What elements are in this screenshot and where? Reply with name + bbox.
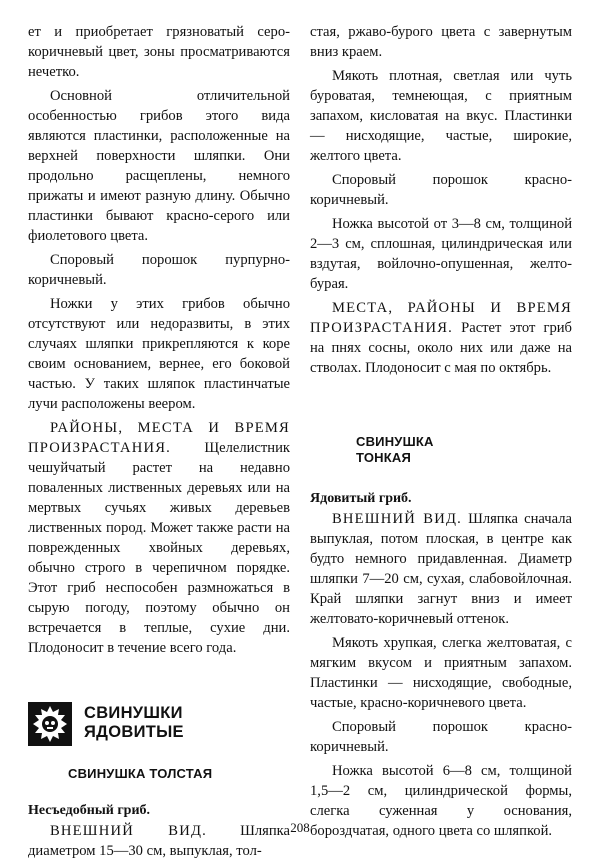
species-title-line: ТОНКАЯ bbox=[356, 450, 411, 465]
poison-skull-icon bbox=[28, 702, 72, 746]
appearance-text: Шляпка диаметром 15—30 см, выпуклая, тол- bbox=[28, 823, 290, 859]
group-title-line: СВИНУШКИ bbox=[84, 704, 183, 722]
paragraph: Основной отличительной особенностью грибов этого вида являются пластинки, расположенные на верхней поверхности шляпки. Они продольно расщеплены, немного прижаты и имеют разную длину. Обычно пластинки бывают красно-серого или фиолетового цвета. bbox=[28, 88, 290, 244]
paragraph: Споровый порошок красно-коричневый. bbox=[310, 172, 572, 208]
habitat-paragraph bbox=[28, 418, 290, 658]
paragraph: Споровый порошок красно-коричневый. bbox=[310, 719, 572, 755]
paragraph: стая, ржаво-бурого цвета с завернутым вниз краем. bbox=[310, 24, 572, 60]
species-title-line: СВИНУШКА bbox=[356, 434, 434, 449]
edibility-status: Ядовитый гриб. bbox=[310, 491, 412, 506]
habitat-text: Растет этот гриб на пнях сосны, около них или даже на стволах. Плодоносит с мая по октябрь. bbox=[310, 320, 572, 376]
edibility-status: Несъедобный гриб. bbox=[28, 803, 151, 818]
page-number: 208 bbox=[290, 820, 310, 835]
right-column bbox=[310, 22, 572, 845]
appearance-text: Шляпка сначала выпуклая, потом плоская, в центре как будто немного придавленная. Диаметр шляпки 7—20 см, сухая, слабовойлочная. Край шляпки загнут вниз и имеет желтовато-коричневый оттенок. bbox=[310, 511, 572, 627]
appearance-heading: ВНЕШНИЙ ВИД. bbox=[50, 823, 207, 839]
group-heading bbox=[28, 702, 290, 758]
left-column bbox=[28, 22, 290, 865]
appearance-paragraph bbox=[310, 509, 572, 629]
habitat-text: Щелелистник чешуйчатый растет на недавно поваленных лиственных деревьях или на мертвых сучьях живых деревьев лиственных пород. Может также расти на поврежденных хвойных деревьях, обычно строго в черепичном порядке. Этот гриб неспособен размножаться в сырую погоду, поэтому обычно он встречается в теплые, сухие дни. Плодоносит в течение всего года. bbox=[28, 440, 290, 656]
paragraph: Ножка высотой 6—8 см, толщиной 1,5—2 см, цилиндрической формы, слегка суженная у основания, бороздчатая, одного цвета со шляпкой. bbox=[310, 763, 572, 839]
species-title bbox=[356, 434, 572, 466]
paragraph: Мякоть хрупкая, слегка желтоватая, с мягким вкусом и приятным запахом. Пластинки — нисходящие, свободные, частые, красно-коричневого цвета. bbox=[310, 635, 572, 711]
habitat-paragraph bbox=[310, 298, 572, 378]
paragraph: Ножка высотой от 3—8 см, толщиной 2—3 см, сплошная, цилиндрическая или вздутая, войлочно-опушенная, желто-бурая. bbox=[310, 216, 572, 292]
appearance-heading: ВНЕШНИЙ ВИД. bbox=[332, 511, 462, 527]
habitat-heading: МЕСТА, РАЙОНЫ И ВРЕМЯ ПРОИЗРАСТАНИЯ. bbox=[310, 300, 572, 336]
habitat-heading: РАЙОНЫ, МЕСТА И ВРЕМЯ ПРОИЗРАСТАНИЯ. bbox=[28, 420, 290, 456]
paragraph: Споровый порошок пурпурно-коричневый. bbox=[28, 252, 290, 288]
paragraph: ет и приобретает грязноватый серо-коричневый цвет, зоны просматриваются нечетко. bbox=[28, 24, 290, 80]
paragraph: Ножки у этих грибов обычно отсутствуют или недоразвиты, в этих случаях шляпки прикрепляются к коре своим основанием, вернее, его боковой частью. У таких шляпок пластинчатые лучи расположены веером. bbox=[28, 296, 290, 412]
paragraph: Мякоть плотная, светлая или чуть буроватая, темнеющая, с приятным запахом, кисловатая на вкус. Пластинки — нисходящие, частые, широкие, желтого цвета. bbox=[310, 68, 572, 164]
species-title: СВИНУШКА ТОЛСТАЯ bbox=[68, 766, 213, 781]
group-title-line: ЯДОВИТЫЕ bbox=[84, 723, 184, 741]
group-title bbox=[84, 704, 184, 742]
